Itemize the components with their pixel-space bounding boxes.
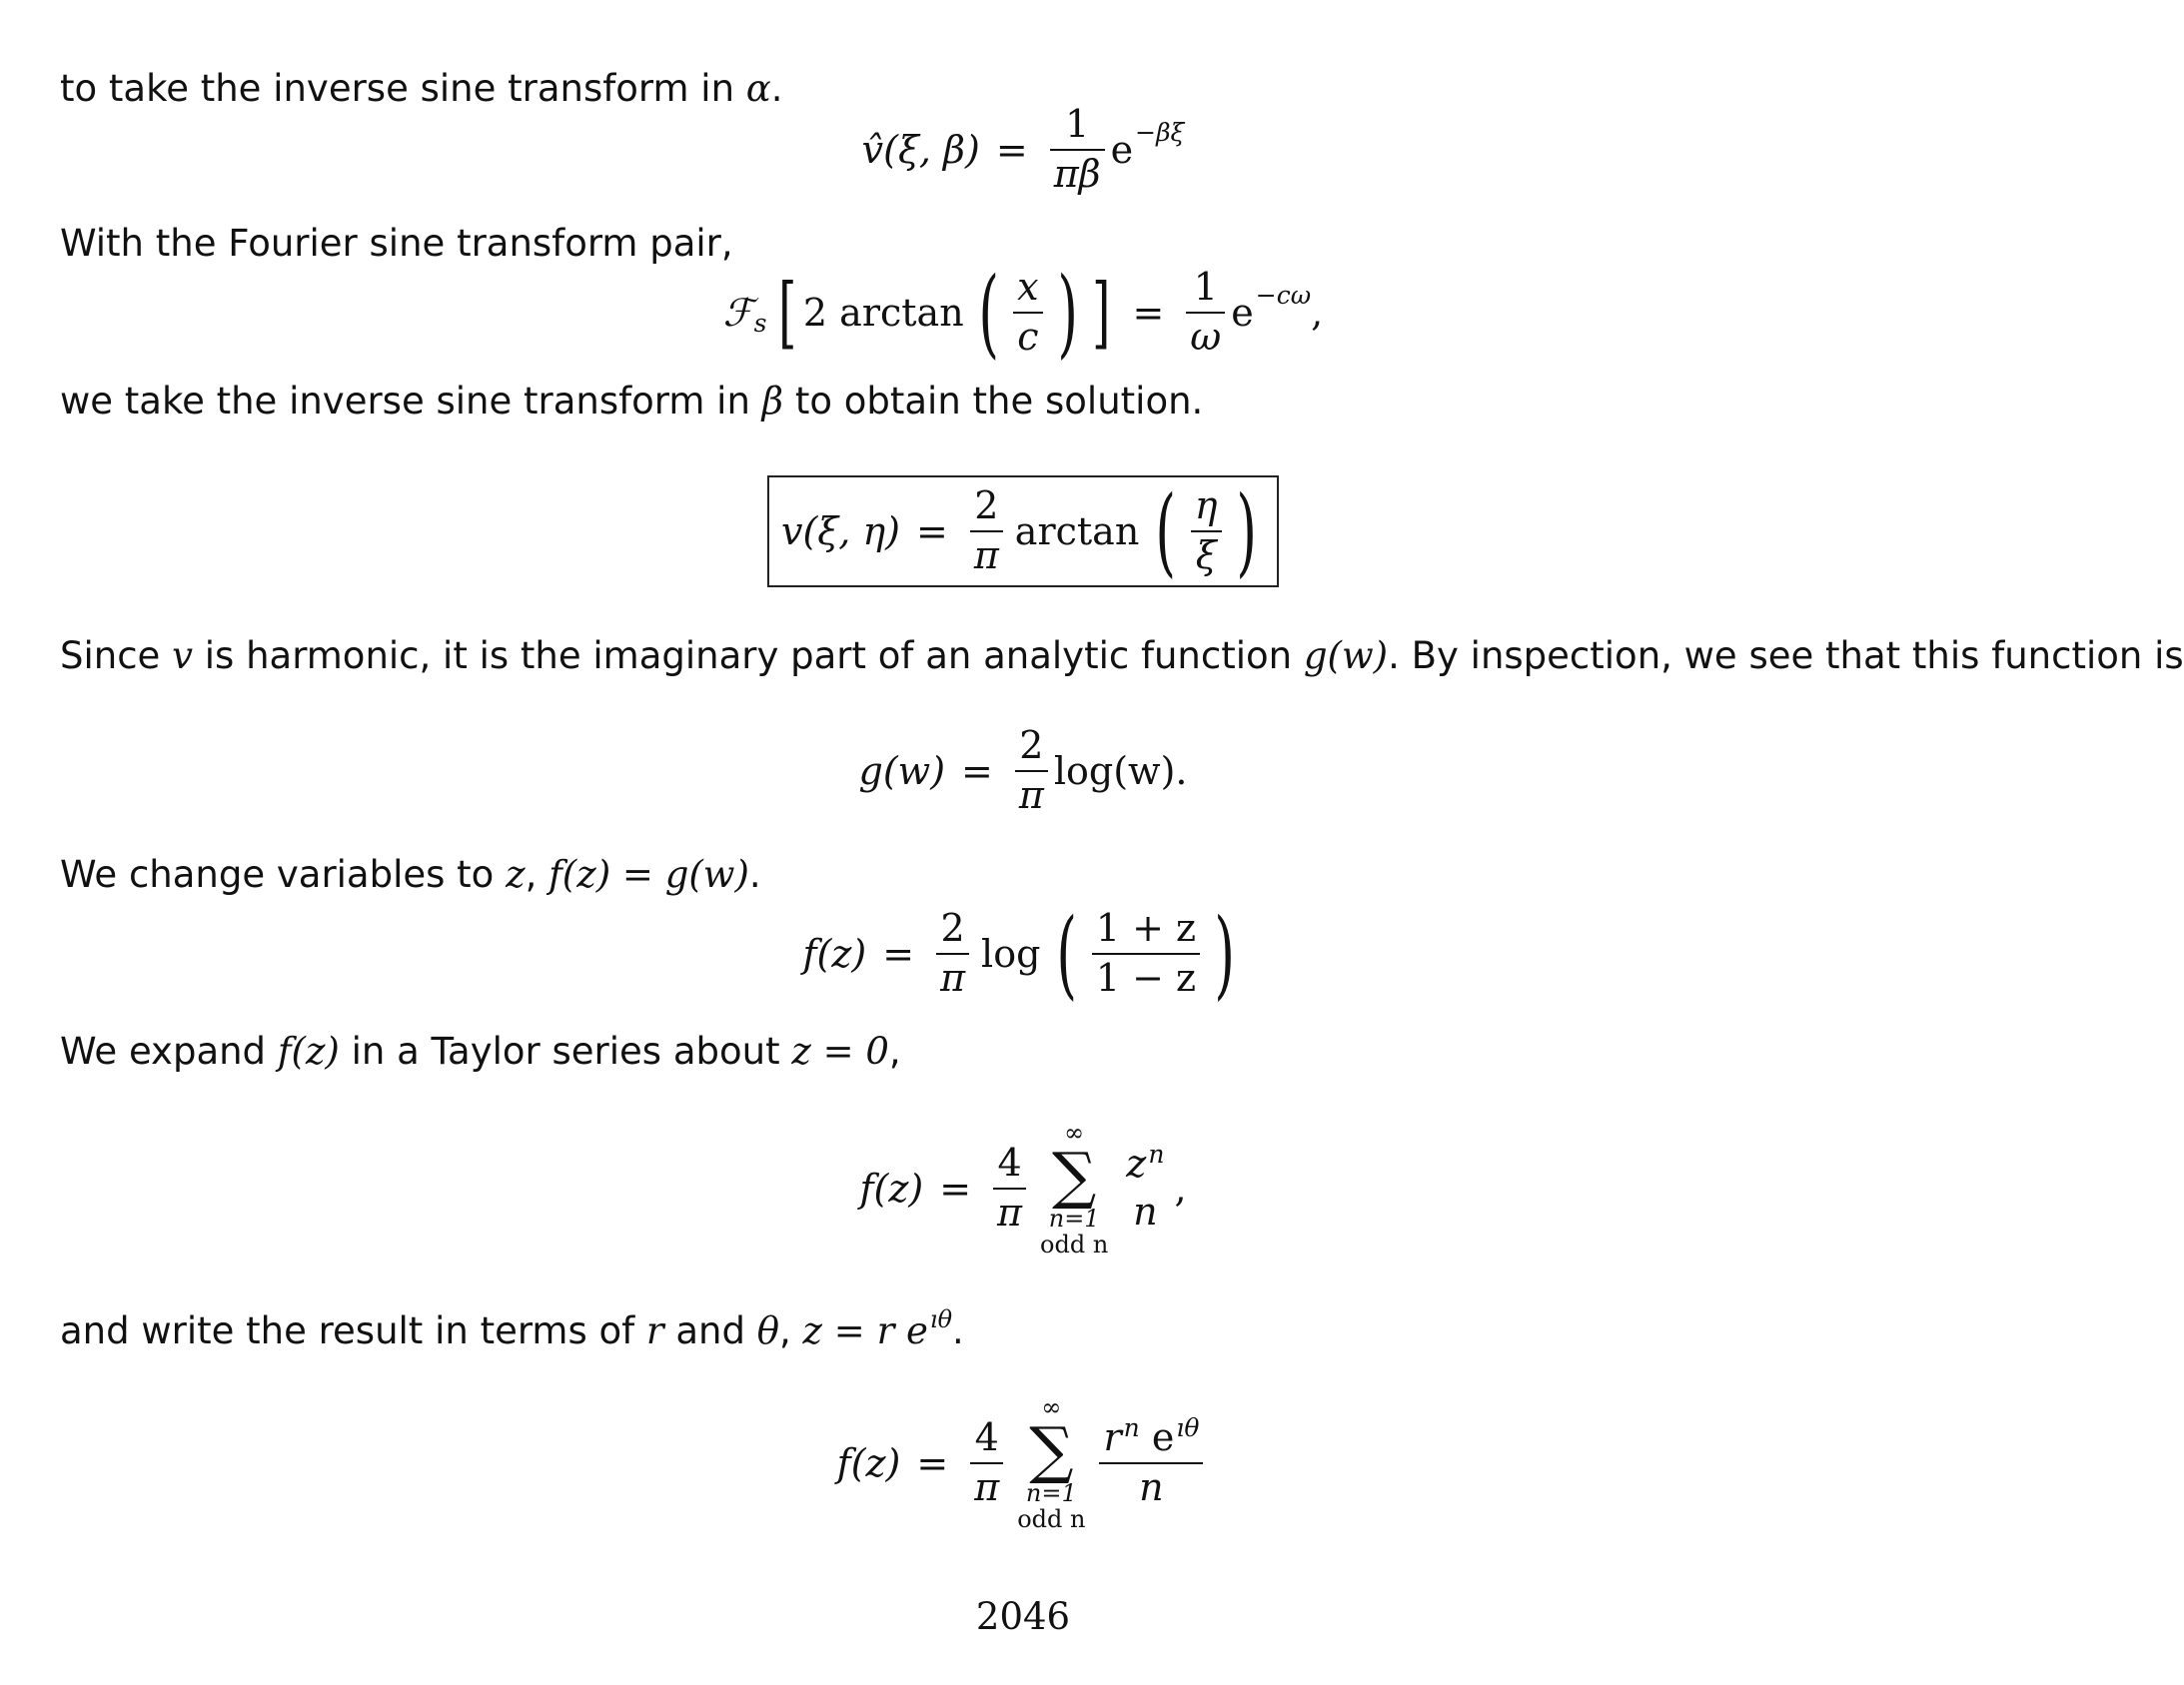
fraction: $\frac{2}{\pi}$ xyxy=(1015,726,1048,816)
equation-7: f(z) = $\frac{4}{\pi}$ ∞ ∑ n=1 odd n $\frac{r^n e^{ı\theta}}{n}$ xyxy=(0,1378,2046,1548)
fraction: $\frac{4}{\pi}$ xyxy=(970,1418,1003,1508)
fraction: $\frac{1}{\pi\beta}$ xyxy=(1050,105,1105,195)
paragraph-1: to take the inverse sine transform in α. xyxy=(60,67,783,110)
paragraph-4: Since v is harmonic, it is the imaginary part of an analytic function g(w). By inspection, we see that this function is xyxy=(60,634,2184,677)
equation-3-boxed xyxy=(0,456,2046,606)
paragraph-7: and write the result in terms of r and θ, z = r $e^{ı\theta}$. xyxy=(60,1305,964,1352)
equation-1: v̂(ξ, β) = $\frac{1}{\pi\beta}$ e −βξ xyxy=(861,102,1185,196)
fraction: $\frac{r^n e^{ı\theta}}{n}$ xyxy=(1099,1418,1203,1508)
equation-6: f(z) = $\frac{4}{\pi}$ ∞ ∑ n=1 odd n $z^n$ n , xyxy=(859,1119,1187,1259)
paragraph-5: We change variables to z, f(z) = g(w). xyxy=(60,853,761,896)
paragraph-3: we take the inverse sine transform in β to obtain the solution. xyxy=(60,380,1204,422)
summation: ∞ ∑ n=1 odd n xyxy=(1040,1119,1109,1259)
equation-5: f(z) = $\frac{2}{\pi}$ log ( $\frac{1 + z}{1 - z}$ ) xyxy=(802,898,1236,1010)
equation-4: g(w) = $\frac{2}{\pi}$ log(w). xyxy=(858,723,1188,817)
solution-box: v(ξ, η) = $\frac{2}{\pi}$ arctan ( $\frac{\eta}{\xi}$ ) xyxy=(767,475,1279,587)
summation: ∞ ∑ n=1 odd n xyxy=(1017,1393,1086,1533)
fraction: $\frac{1 + z}{1 - z}$ xyxy=(1092,909,1200,999)
fraction: $z^n$ n xyxy=(1126,1140,1165,1234)
equation-2: ℱ s [ 2 arctan ( $\frac{x}{c}$ ) ] = $\frac{1}{\omega}$ e −cω , xyxy=(722,257,1324,369)
page-number: 2046 xyxy=(975,1595,1071,1638)
fraction: $\frac{2}{\pi}$ xyxy=(936,909,969,999)
paragraph-2: With the Fourier sine transform pair, xyxy=(60,222,733,265)
fraction: $\frac{1}{\omega}$ xyxy=(1186,268,1225,358)
paragraph-6: We expand f(z) in a Taylor series about z = 0, xyxy=(60,1030,901,1073)
fraction: $\frac{2}{\pi}$ xyxy=(970,486,1003,576)
fraction: $\frac{x}{c}$ xyxy=(1013,268,1042,358)
fraction: $\frac{\eta}{\xi}$ xyxy=(1191,486,1222,576)
fraction: $\frac{4}{\pi}$ xyxy=(993,1144,1026,1234)
